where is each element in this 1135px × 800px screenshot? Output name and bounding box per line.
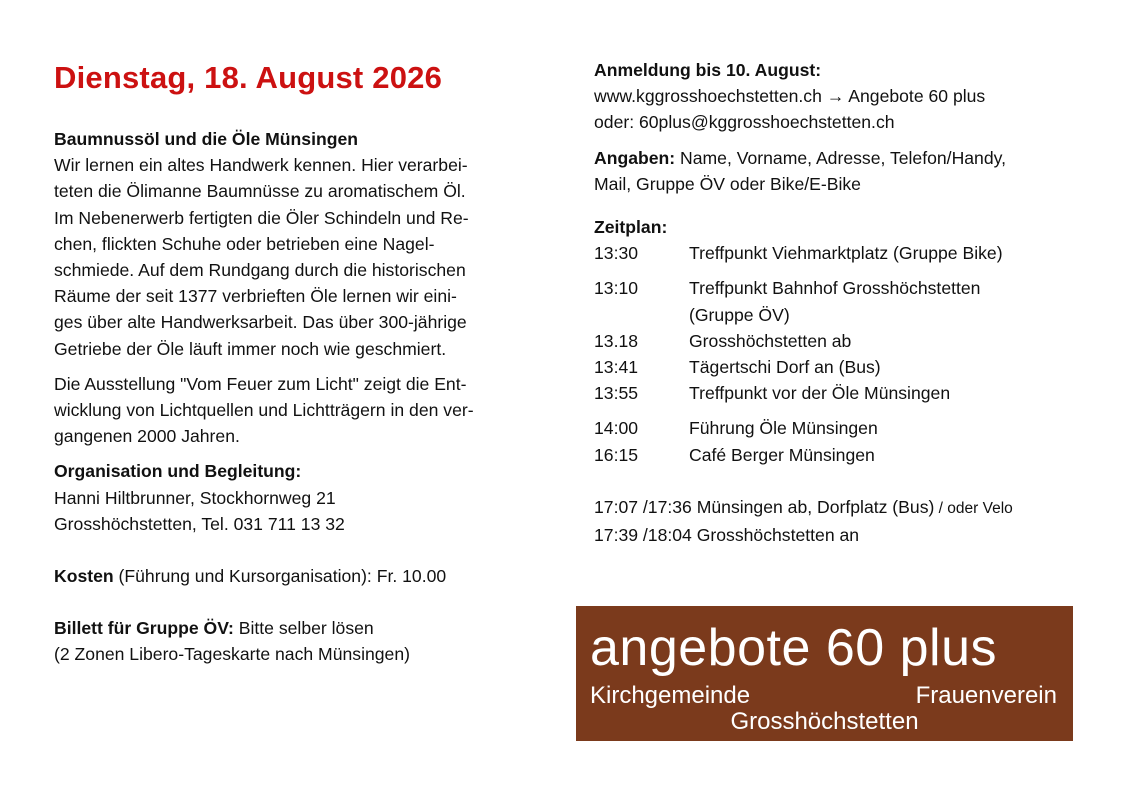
description-paragraph-2 (54, 371, 554, 450)
return-line-1-note: / oder Velo (934, 499, 1013, 517)
schedule-time: 13:41 (594, 357, 639, 378)
ticket-text: Bitte selber lösen (233, 618, 374, 639)
organisation-block (54, 458, 554, 537)
cost-text: (Führung und Kursorganisation): Fr. 10.00 (113, 566, 447, 587)
ticket-block (54, 615, 554, 667)
schedule-desc: Grosshöchstetten ab (689, 330, 852, 351)
right-column (594, 57, 1114, 548)
organisation-phone: Grosshöchstetten, Tel. 031 711 13 32 (54, 513, 345, 534)
description-section (54, 126, 554, 668)
section-heading: Baumnussöl und die Öle Münsingen (54, 129, 358, 149)
text-line: Räume der seit 1377 verbrieften Öle lernen wir eini- (54, 286, 457, 307)
schedule-desc: Treffpunkt Bahnhof Grosshöchstetten (689, 278, 981, 299)
text-line: Die Ausstellung "Vom Feuer zum Licht" zeigt die Ent- (54, 373, 467, 394)
return-line-2: 17:39 /18:04 Grosshöchstetten an (594, 525, 860, 546)
website-link[interactable]: www.kggrosshoechstetten.ch (594, 86, 822, 107)
text-line: Wir lernen ein altes Handwerk kennen. Hier verarbei- (54, 155, 468, 176)
logo-org-frauenverein: Frauenverein (915, 682, 1057, 709)
angebote-60-plus-logo (576, 606, 1073, 741)
schedule-time: 13:55 (594, 383, 639, 404)
schedule-time: 13:10 (594, 278, 639, 299)
text-line: ges über alte Handwerksarbeit. Das über 300-jährige (54, 312, 467, 333)
details-label: Angaben: (594, 147, 676, 168)
logo-org-location: Grosshöchstetten (730, 708, 919, 735)
schedule-time: 16:15 (594, 444, 639, 465)
left-column (54, 58, 554, 668)
text-line: Getriebe der Öle läuft immer noch wie geschmiert. (54, 338, 447, 359)
cost-label: Kosten (54, 566, 114, 587)
schedule-time: 13.18 (594, 330, 639, 351)
details-text: Name, Vorname, Adresse, Telefon/Handy, (675, 147, 1007, 168)
cost-line (54, 563, 554, 589)
ticket-detail: (2 Zonen Libero-Tageskarte nach Münsingen) (54, 644, 410, 665)
text-line: schmiede. Auf dem Rundgang durch die historischen (54, 260, 466, 281)
text-line: teten die Ölimanne Baumnüsse zu aromatischem Öl. (54, 181, 466, 202)
schedule-desc: Café Berger Münsingen (689, 444, 875, 465)
text-line: gangenen 2000 Jahren. (54, 426, 240, 447)
schedule-time: 14:00 (594, 418, 639, 439)
details-line-2: Mail, Gruppe ÖV oder Bike/E-Bike (594, 173, 861, 194)
organisation-address: Hanni Hiltbrunner, Stockhornweg 21 (54, 487, 336, 508)
ticket-label: Billett für Gruppe ÖV: (54, 618, 234, 639)
schedule-desc: Tägertschi Dorf an (Bus) (689, 357, 881, 378)
website-target: Angebote 60 plus (848, 86, 986, 107)
page-title: Dienstag, 18. August 2026 (54, 60, 443, 95)
return-block (594, 494, 1114, 548)
text-line: Im Nebenerwerb fertigten die Öler Schindeln und Re- (54, 207, 469, 228)
arrow-right-icon: → (826, 86, 845, 107)
registration-label: Anmeldung bis 10. August: (594, 60, 822, 80)
schedule-group-1 (594, 240, 1114, 266)
text-line: chen, flickten Schuhe oder betrieben eine Nagel- (54, 233, 435, 254)
schedule-desc: Treffpunkt vor der Öle Münsingen (689, 383, 951, 404)
organisation-label: Organisation und Begleitung: (54, 461, 302, 482)
schedule-desc: Treffpunkt Viehmarktplatz (Gruppe Bike) (689, 243, 1003, 264)
email-line[interactable]: oder: 60plus@kggrosshoechstetten.ch (594, 112, 895, 133)
logo-main-text: angebote 60 plus (590, 619, 998, 677)
details-block (594, 145, 1114, 197)
schedule-desc: (Gruppe ÖV) (689, 304, 790, 325)
schedule-group-2 (594, 275, 1114, 406)
registration-block (594, 57, 1114, 136)
schedule-time (594, 302, 689, 328)
schedule-desc: Führung Öle Münsingen (689, 418, 878, 439)
text-line: wicklung von Lichtquellen und Lichtträgern in den ver- (54, 400, 474, 421)
logo-org-kirchgemeinde: Kirchgemeinde (590, 682, 751, 709)
description-paragraph-1 (54, 152, 554, 362)
schedule-group-3 (594, 415, 1114, 467)
schedule-time: 13:30 (594, 243, 639, 264)
return-line-1: 17:07 /17:36 Münsingen ab, Dorfplatz (Bus) (594, 496, 935, 517)
schedule-label: Zeitplan: (594, 217, 668, 238)
